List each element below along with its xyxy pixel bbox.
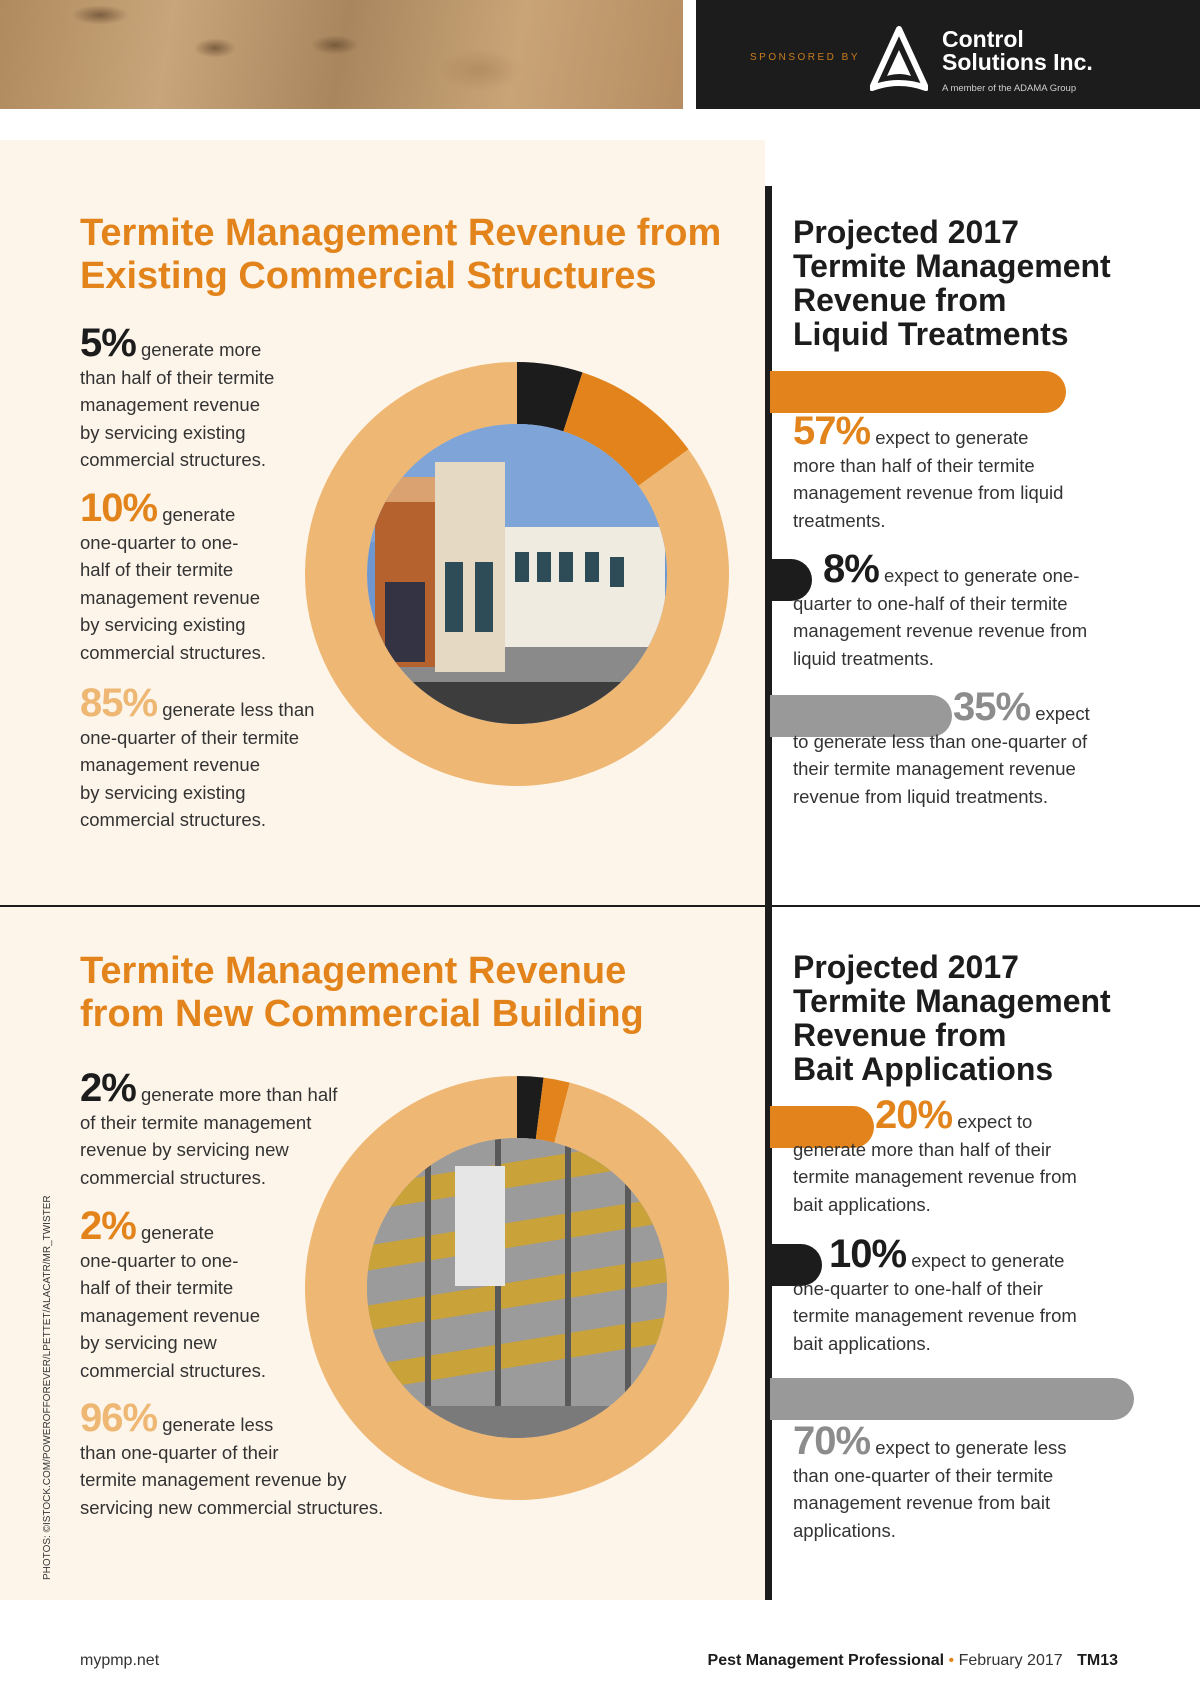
new-stat-3-lead: generate less xyxy=(157,1414,274,1435)
new-stat-2-line: by servicing new xyxy=(80,1332,217,1353)
liquid-title-line: Liquid Treatments xyxy=(793,316,1069,352)
existing-section-title xyxy=(80,212,721,298)
bait-stat-1-line: bait applications. xyxy=(793,1193,931,1215)
new-stat-3-percent: 96% xyxy=(80,1396,158,1440)
existing-stat-2 xyxy=(80,486,267,666)
control-solutions-logo-icon xyxy=(870,26,928,92)
existing-stat-1-line: management revenue xyxy=(80,394,260,415)
bait-stat-2-line: bait applications. xyxy=(793,1332,931,1354)
liquid-stat-1-lead: expect to generate xyxy=(870,427,1029,448)
new-building-title-line2: from New Commercial Building xyxy=(80,993,644,1035)
new-building-section-title xyxy=(80,950,644,1036)
existing-revenue-donut-chart xyxy=(305,362,729,786)
sponsored-by-label: SPONSORED BY xyxy=(750,52,861,63)
logo-tagline: A member of the ADAMA Group xyxy=(942,83,1077,94)
existing-stat-3 xyxy=(80,681,315,834)
existing-stat-1 xyxy=(80,321,275,474)
bait-stat-2-lead: expect to generate xyxy=(906,1250,1065,1271)
liquid-stat-1-line: treatments. xyxy=(793,509,886,531)
new-stat-1-line: commercial structures. xyxy=(80,1166,267,1188)
liquid-stat-3-lead: expect xyxy=(1030,703,1090,724)
new-stat-1-lead: generate more than half xyxy=(135,1084,338,1105)
liquid-stat-1-line: more than half of their termite xyxy=(793,454,1035,476)
existing-stat-2-percent: 10% xyxy=(80,486,158,530)
bait-stat-3 xyxy=(793,1419,1067,1544)
existing-stat-3-line: by servicing existing xyxy=(80,781,246,803)
photo-credit: PHOTOS: ©ISTOCK.COM/POWEROFFOREVER/LPETTET/ALACATR/MR_TWISTER xyxy=(42,1195,53,1580)
existing-title-line1: Termite Management Revenue from xyxy=(80,212,722,254)
bait-stat-1-line: generate more than half of their xyxy=(793,1138,1052,1160)
bait-stat-1 xyxy=(793,1093,1077,1218)
new-stat-2-percent: 2% xyxy=(80,1204,136,1248)
liquid-stat-2 xyxy=(793,547,1088,672)
existing-stat-3-line: one-quarter of their termite xyxy=(80,726,300,748)
liquid-section-title xyxy=(793,215,1111,351)
existing-stat-2-line: half of their termite xyxy=(80,559,234,580)
existing-stat-3-line: commercial structures. xyxy=(80,809,267,830)
liquid-bar-more-than-half xyxy=(770,371,1066,413)
footer-site-link[interactable]: mypmp.net xyxy=(80,1652,160,1669)
existing-stat-2-line: management revenue xyxy=(80,586,260,608)
liquid-stat-1-line: management revenue from liquid xyxy=(793,482,1064,503)
liquid-stat-1 xyxy=(793,409,1064,534)
sponsor-band xyxy=(696,0,1200,109)
new-stat-3-line: than one-quarter of their xyxy=(80,1441,279,1463)
new-stat-3-line: termite management revenue by xyxy=(80,1469,347,1490)
footer-magazine: Pest Management Professional xyxy=(707,1652,945,1669)
bait-stat-3-line: applications. xyxy=(793,1519,896,1541)
existing-stat-3-line: management revenue xyxy=(80,754,260,775)
bait-stat-2-line: one-quarter to one-half of their xyxy=(793,1277,1043,1299)
bait-title-line: Projected 2017 xyxy=(793,949,1019,985)
footer-date: February 2017 xyxy=(958,1652,1063,1669)
existing-stat-2-line: one-quarter to one- xyxy=(80,531,239,553)
logo-wordmark xyxy=(942,28,1093,74)
new-stat-2-line: management revenue xyxy=(80,1304,260,1326)
liquid-stat-3-line: revenue from liquid treatments. xyxy=(793,785,1049,807)
footer-separator: • xyxy=(948,1652,955,1669)
liquid-stat-3-line: to generate less than one-quarter of xyxy=(793,730,1088,752)
bait-title-line: Revenue from xyxy=(793,1017,1007,1053)
existing-stat-3-percent: 85% xyxy=(80,681,158,725)
new-stat-1-line: revenue by servicing new xyxy=(80,1139,289,1160)
new-building-title-line1: Termite Management Revenue xyxy=(80,950,627,992)
header-photo-strip xyxy=(0,0,683,109)
existing-stat-2-line: commercial structures. xyxy=(80,641,267,663)
liquid-title-line: Termite Management xyxy=(793,248,1111,284)
liquid-stat-2-percent: 8% xyxy=(823,547,879,591)
new-stat-2-line: one-quarter to one- xyxy=(80,1249,239,1271)
new-stat-1 xyxy=(80,1066,338,1191)
bait-title-line: Bait Applications xyxy=(793,1051,1054,1087)
bait-title-line: Termite Management xyxy=(793,983,1111,1019)
existing-stat-1-line: commercial structures. xyxy=(80,449,267,470)
existing-stat-1-percent: 5% xyxy=(80,321,136,365)
liquid-title-line: Projected 2017 xyxy=(793,214,1019,250)
existing-stat-2-lead: generate xyxy=(157,504,236,525)
footer-page-number: TM13 xyxy=(1077,1652,1118,1669)
liquid-stat-2-line: liquid treatments. xyxy=(793,647,934,669)
new-stat-1-percent: 2% xyxy=(80,1066,136,1110)
bait-stat-2 xyxy=(793,1232,1077,1357)
existing-title-line2: Existing Commercial Structures xyxy=(80,255,657,297)
new-stat-2 xyxy=(80,1204,267,1384)
bait-stat-2-percent: 10% xyxy=(829,1232,907,1276)
liquid-stat-3 xyxy=(793,685,1090,810)
new-stat-2-lead: generate xyxy=(135,1222,214,1243)
existing-stat-1-line: than half of their termite xyxy=(80,366,275,388)
new-stat-1-line: of their termite management xyxy=(80,1111,312,1133)
bait-stat-3-percent: 70% xyxy=(793,1419,871,1463)
bait-stat-1-line: termite management revenue from xyxy=(793,1166,1077,1187)
bait-section-title xyxy=(793,950,1111,1086)
bait-stat-3-lead: expect to generate less xyxy=(870,1437,1067,1458)
existing-stat-1-lead: generate more xyxy=(135,339,262,360)
liquid-stat-3-percent: 35% xyxy=(953,685,1031,729)
logo-line1: Control xyxy=(942,26,1024,52)
liquid-stat-2-line: quarter to one-half of their termite xyxy=(793,592,1068,614)
bait-stat-3-line: than one-quarter of their termite xyxy=(793,1464,1054,1486)
logo-line2: Solutions Inc. xyxy=(942,49,1093,75)
liquid-stat-2-line: management revenue revenue from xyxy=(793,620,1088,641)
horizontal-divider xyxy=(0,905,1200,907)
existing-stat-1-line: by servicing existing xyxy=(80,421,246,443)
liquid-title-line: Revenue from xyxy=(793,282,1007,318)
bait-stat-1-lead: expect to xyxy=(952,1111,1033,1132)
liquid-stat-1-percent: 57% xyxy=(793,409,871,453)
bait-stat-1-percent: 20% xyxy=(875,1093,953,1137)
new-stat-2-line: half of their termite xyxy=(80,1277,234,1298)
bait-stat-2-line: termite management revenue from xyxy=(793,1305,1077,1326)
new-stat-3-line: servicing new commercial structures. xyxy=(80,1496,384,1518)
new-building-revenue-donut-chart xyxy=(305,1076,729,1500)
existing-stat-3-lead: generate less than xyxy=(157,699,315,720)
existing-stat-2-line: by servicing existing xyxy=(80,614,246,635)
liquid-stat-3-line: their termite management revenue xyxy=(793,758,1076,779)
new-stat-2-line: commercial structures. xyxy=(80,1359,267,1381)
bait-bar-less-than-quarter xyxy=(770,1378,1134,1420)
bait-stat-3-line: management revenue from bait xyxy=(793,1492,1051,1513)
liquid-stat-2-lead: expect to generate one- xyxy=(878,565,1080,586)
footer-publication xyxy=(708,1652,1118,1670)
